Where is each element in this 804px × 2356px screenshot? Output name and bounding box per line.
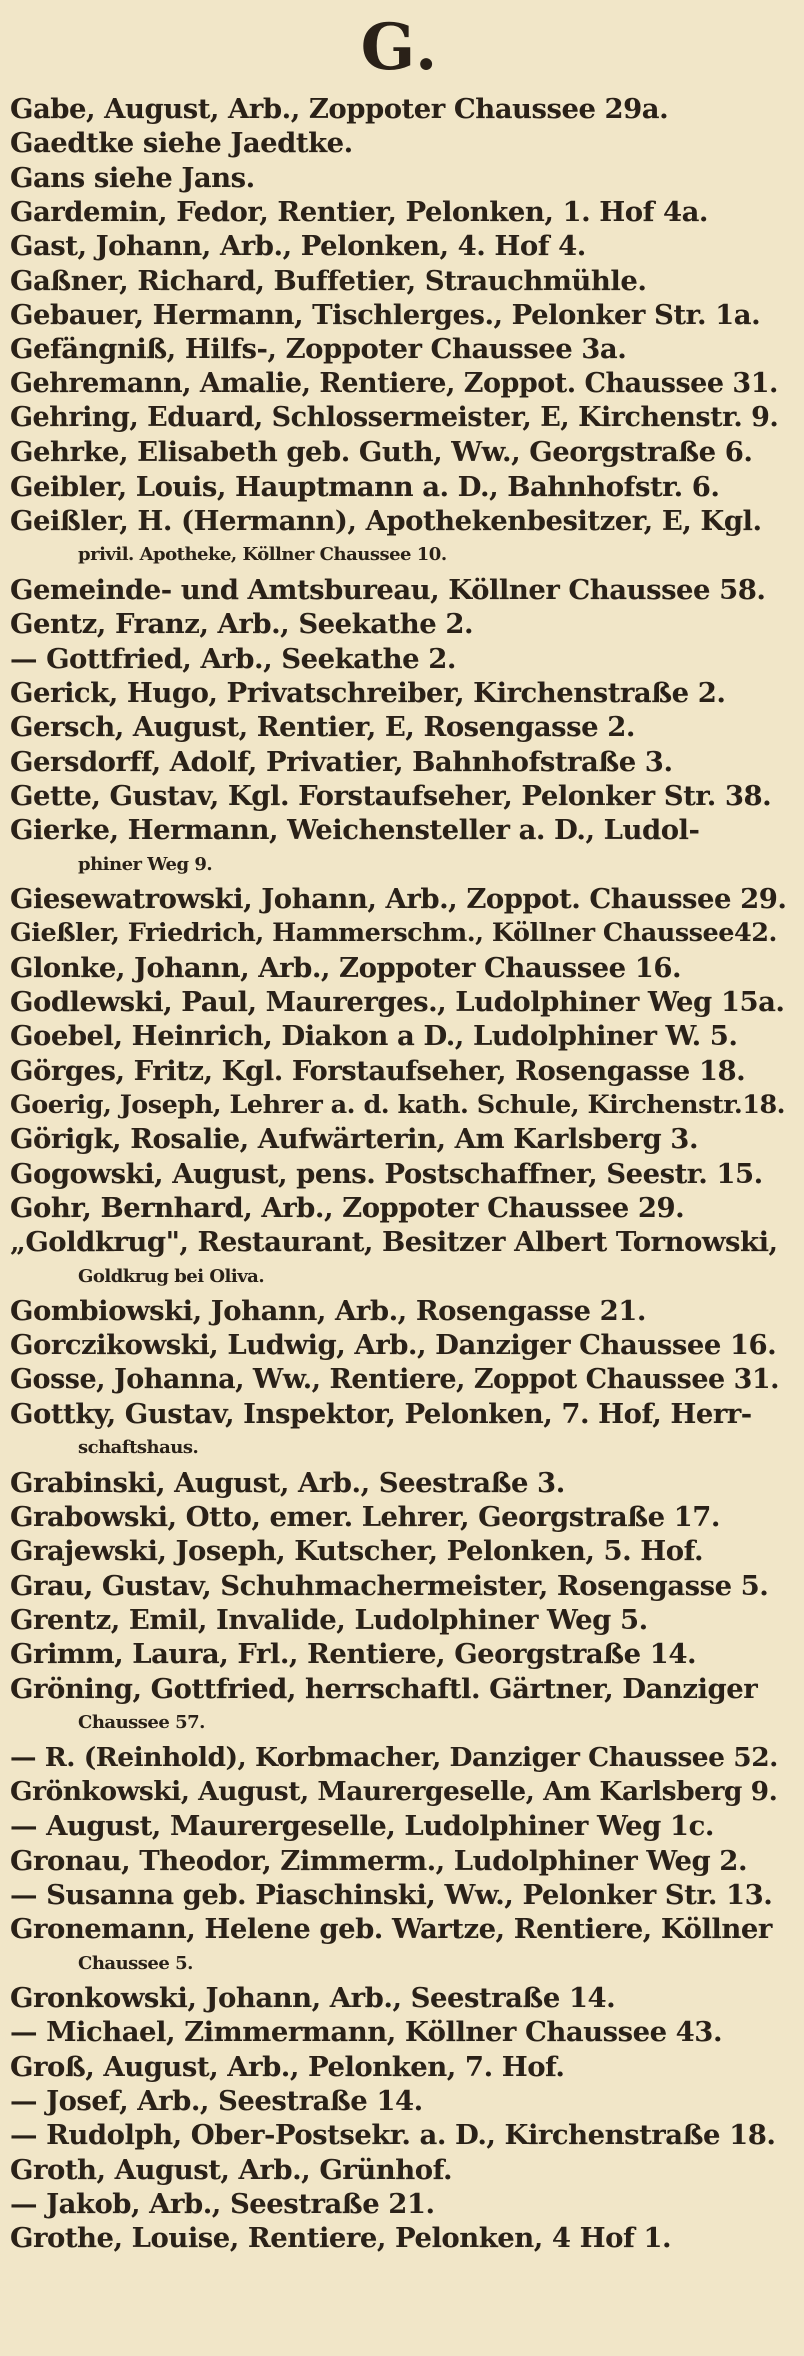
entry-text: Gehrke, Elisabeth geb. Guth, Ww., Georgstraße 6. [10, 436, 753, 469]
entry-text: Gardemin, Fedor, Rentier, Pelonken, 1. Hof 4a. [10, 196, 709, 229]
entry-text: Gosse, Johanna, Ww., Rentiere, Zoppot Chaussee 31. [10, 1363, 780, 1395]
directory-entry [10, 2221, 790, 2255]
section-heading: G. [360, 10, 440, 85]
entry-list [10, 92, 790, 2256]
entry-text: Gehring, Eduard, Schlossermeister, E, Kirchenstr. 9. [10, 402, 779, 434]
entry-text: Gast, Johann, Arb., Pelonken, 4. Hof 4. [10, 230, 586, 263]
directory-entry [10, 710, 790, 744]
directory-entry [10, 607, 790, 641]
directory-entry [10, 1603, 790, 1637]
directory-entry [10, 1844, 790, 1878]
entry-text: — August, Maurergeselle, Ludolphiner Weg 1c. [10, 1810, 714, 1843]
directory-entry [10, 916, 790, 950]
entry-text: Grau, Gustav, Schuhmachermeister, Rosengasse 5. [10, 1569, 769, 1602]
directory-entry [10, 1672, 790, 1741]
directory-entry [10, 1157, 790, 1191]
directory-entry [10, 1775, 790, 1809]
directory-entry [10, 1912, 790, 1981]
directory-entry [10, 1809, 790, 1843]
entry-text: — R. (Reinhold), Korbmacher, Danziger Chaussee 52. [10, 1741, 778, 1773]
directory-entry [10, 1637, 790, 1671]
entry-text: Goebel, Heinrich, Diakon a D., Ludolphiner W. 5. [10, 1020, 738, 1053]
directory-entry [10, 1569, 790, 1603]
directory-entry [10, 435, 790, 469]
entry-continuation: schaftshaus. [78, 1437, 199, 1459]
directory-entry [10, 1122, 790, 1156]
entry-text: — Susanna geb. Piaschinski, Ww., Pelonker Str. 13. [10, 1878, 773, 1911]
entry-text: Grajewski, Joseph, Kutscher, Pelonken, 5. Hof. [10, 1535, 704, 1568]
entry-text: Grönkowski, August, Maurergeselle, Am Karlsberg 9. [10, 1775, 778, 1807]
directory-entry [10, 2050, 790, 2084]
entry-text: Gette, Gustav, Kgl. Forstaufseher, Pelonker Str. 38. [10, 779, 772, 812]
entry-text: Grabowski, Otto, emer. Lehrer, Georgstraße 17. [10, 1501, 721, 1534]
entry-text: Gersdorff, Adolf, Privatier, Bahnhofstraße 3. [10, 745, 673, 778]
entry-continuation: phiner Weg 9. [78, 853, 213, 875]
entry-text: Gottky, Gustav, Inspektor, Pelonken, 7. Hof, Herr- [10, 1398, 752, 1431]
directory-entry [10, 642, 790, 676]
entry-text: Gierke, Hermann, Weichensteller a. D., Ludol- [10, 814, 700, 847]
entry-text: Gohr, Bernhard, Arb., Zoppoter Chaussee 29. [10, 1192, 685, 1224]
directory-entry [10, 161, 790, 195]
entry-text: Grabinski, August, Arb., Seestraße 3. [10, 1466, 565, 1499]
entry-text: Gaßner, Richard, Buffetier, Strauchmühle. [10, 264, 647, 297]
directory-entry [10, 2153, 790, 2187]
entry-text: — Rudolph, Ober-Postsekr. a. D., Kirchenstraße 18. [10, 2119, 776, 2152]
entry-text: Gießler, Friedrich, Hammerschm., Köllner Chaussee42. [10, 918, 777, 949]
entry-text: Giesewatrowski, Johann, Arb., Zoppot. Chaussee 29. [10, 882, 787, 915]
entry-text: Gebauer, Hermann, Tischlerges., Pelonker Str. 1a. [10, 299, 761, 332]
entry-text: Godlewski, Paul, Maurerges., Ludolphiner Weg 15a. [10, 985, 785, 1018]
directory-entry [10, 1225, 790, 1294]
directory-entry [10, 985, 790, 1019]
directory-entry [10, 229, 790, 263]
directory-entry [10, 813, 790, 882]
directory-entry [10, 779, 790, 813]
directory-entry [10, 745, 790, 779]
entry-text: — Jakob, Arb., Seestraße 21. [10, 2187, 435, 2220]
directory-entry [10, 195, 790, 229]
directory-entry [10, 1500, 790, 1534]
entry-text: Gronau, Theodor, Zimmerm., Ludolphiner Weg 2. [10, 1844, 748, 1877]
directory-entry [10, 573, 790, 607]
entry-text: Gehremann, Amalie, Rentiere, Zoppot. Chaussee 31. [10, 367, 778, 399]
entry-text: Gersch, August, Rentier, E, Rosengasse 2. [10, 711, 635, 744]
entry-text: Gentz, Franz, Arb., Seekathe 2. [10, 608, 474, 641]
entry-text: Groth, August, Arb., Grünhof. [10, 2153, 453, 2186]
directory-entry [10, 1741, 790, 1775]
entry-text: — Gottfried, Arb., Seekathe 2. [10, 642, 456, 675]
directory-entry [10, 1466, 790, 1500]
directory-entry [10, 298, 790, 332]
entry-continuation: privil. Apotheke, Köllner Chaussee 10. [78, 544, 447, 566]
entry-text: Gorczikowski, Ludwig, Arb., Danziger Chaussee 16. [10, 1329, 777, 1362]
directory-entry [10, 1191, 790, 1225]
directory-entry [10, 882, 790, 916]
directory-entry [10, 1397, 790, 1466]
directory-entry [10, 332, 790, 366]
directory-entry [10, 401, 790, 435]
directory-entry [10, 92, 790, 126]
entry-text: Goerig, Joseph, Lehrer a. d. kath. Schule, Kirchenstr.18. [10, 1089, 786, 1120]
entry-text: Gronemann, Helene geb. Wartze, Rentiere, Köllner [10, 1913, 772, 1946]
directory-entry [10, 951, 790, 985]
directory-entry [10, 2187, 790, 2221]
entry-text: Gröning, Gottfried, herrschaftl. Gärtner, Danziger [10, 1672, 758, 1705]
entry-text: — Michael, Zimmermann, Köllner Chaussee 43. [10, 2016, 723, 2049]
directory-entry [10, 1328, 790, 1362]
directory-entry [10, 1019, 790, 1053]
directory-entry [10, 1981, 790, 2015]
entry-text: Gronkowski, Johann, Arb., Seestraße 14. [10, 1981, 616, 2014]
entry-text: Görigk, Rosalie, Aufwärterin, Am Karlsberg 3. [10, 1123, 699, 1156]
entry-text: Grothe, Louise, Rentiere, Pelonken, 4 Hof 1. [10, 2222, 672, 2255]
entry-text: Geibler, Louis, Hauptmann a. D., Bahnhofstr. 6. [10, 470, 720, 503]
entry-text: Gans siehe Jans. [10, 161, 255, 194]
entry-text: Görges, Fritz, Kgl. Forstaufseher, Rosengasse 18. [10, 1054, 746, 1087]
entry-text: Gabe, August, Arb., Zoppoter Chaussee 29a. [10, 93, 669, 125]
directory-entry [10, 264, 790, 298]
entry-text: — Josef, Arb., Seestraße 14. [10, 2084, 423, 2117]
entry-continuation: Goldkrug bei Oliva. [78, 1265, 265, 1287]
entry-text: Glonke, Johann, Arb., Zoppoter Chaussee 16. [10, 951, 682, 984]
directory-entry [10, 2084, 790, 2118]
directory-entry [10, 676, 790, 710]
directory-entry [10, 1294, 790, 1328]
directory-entry [10, 1088, 790, 1122]
directory-entry [10, 1054, 790, 1088]
entry-text: Grimm, Laura, Frl., Rentiere, Georgstraße 14. [10, 1638, 697, 1671]
entry-text: Gemeinde- und Amtsbureau, Köllner Chaussee 58. [10, 573, 766, 606]
entry-text: Gogowski, August, pens. Postschaffner, Seestr. 15. [10, 1157, 763, 1190]
entry-continuation: Chaussee 57. [78, 1712, 205, 1734]
entry-text: „Goldkrug", Restaurant, Besitzer Albert Tornowski, [10, 1226, 778, 1259]
directory-entry [10, 126, 790, 160]
entry-continuation: Chaussee 5. [78, 1952, 193, 1974]
entry-text: Groß, August, Arb., Pelonken, 7. Hof. [10, 2050, 565, 2083]
directory-entry [10, 1363, 790, 1397]
directory-entry [10, 1534, 790, 1568]
directory-entry [10, 504, 790, 573]
entry-text: Gerick, Hugo, Privatschreiber, Kirchenstraße 2. [10, 676, 726, 709]
entry-text: Grentz, Emil, Invalide, Ludolphiner Weg 5. [10, 1604, 648, 1637]
entry-text: Gombiowski, Johann, Arb., Rosengasse 21. [10, 1295, 646, 1328]
entry-text: Geißler, H. (Hermann), Apothekenbesitzer, E, Kgl. [10, 505, 762, 538]
entry-text: Gefängniß, Hilfs-, Zoppoter Chaussee 3a. [10, 333, 627, 366]
directory-entry [10, 470, 790, 504]
directory-entry [10, 2118, 790, 2152]
directory-entry [10, 1878, 790, 1912]
entry-text: Gaedtke siehe Jaedtke. [10, 127, 353, 160]
directory-entry [10, 367, 790, 401]
directory-entry [10, 2015, 790, 2049]
